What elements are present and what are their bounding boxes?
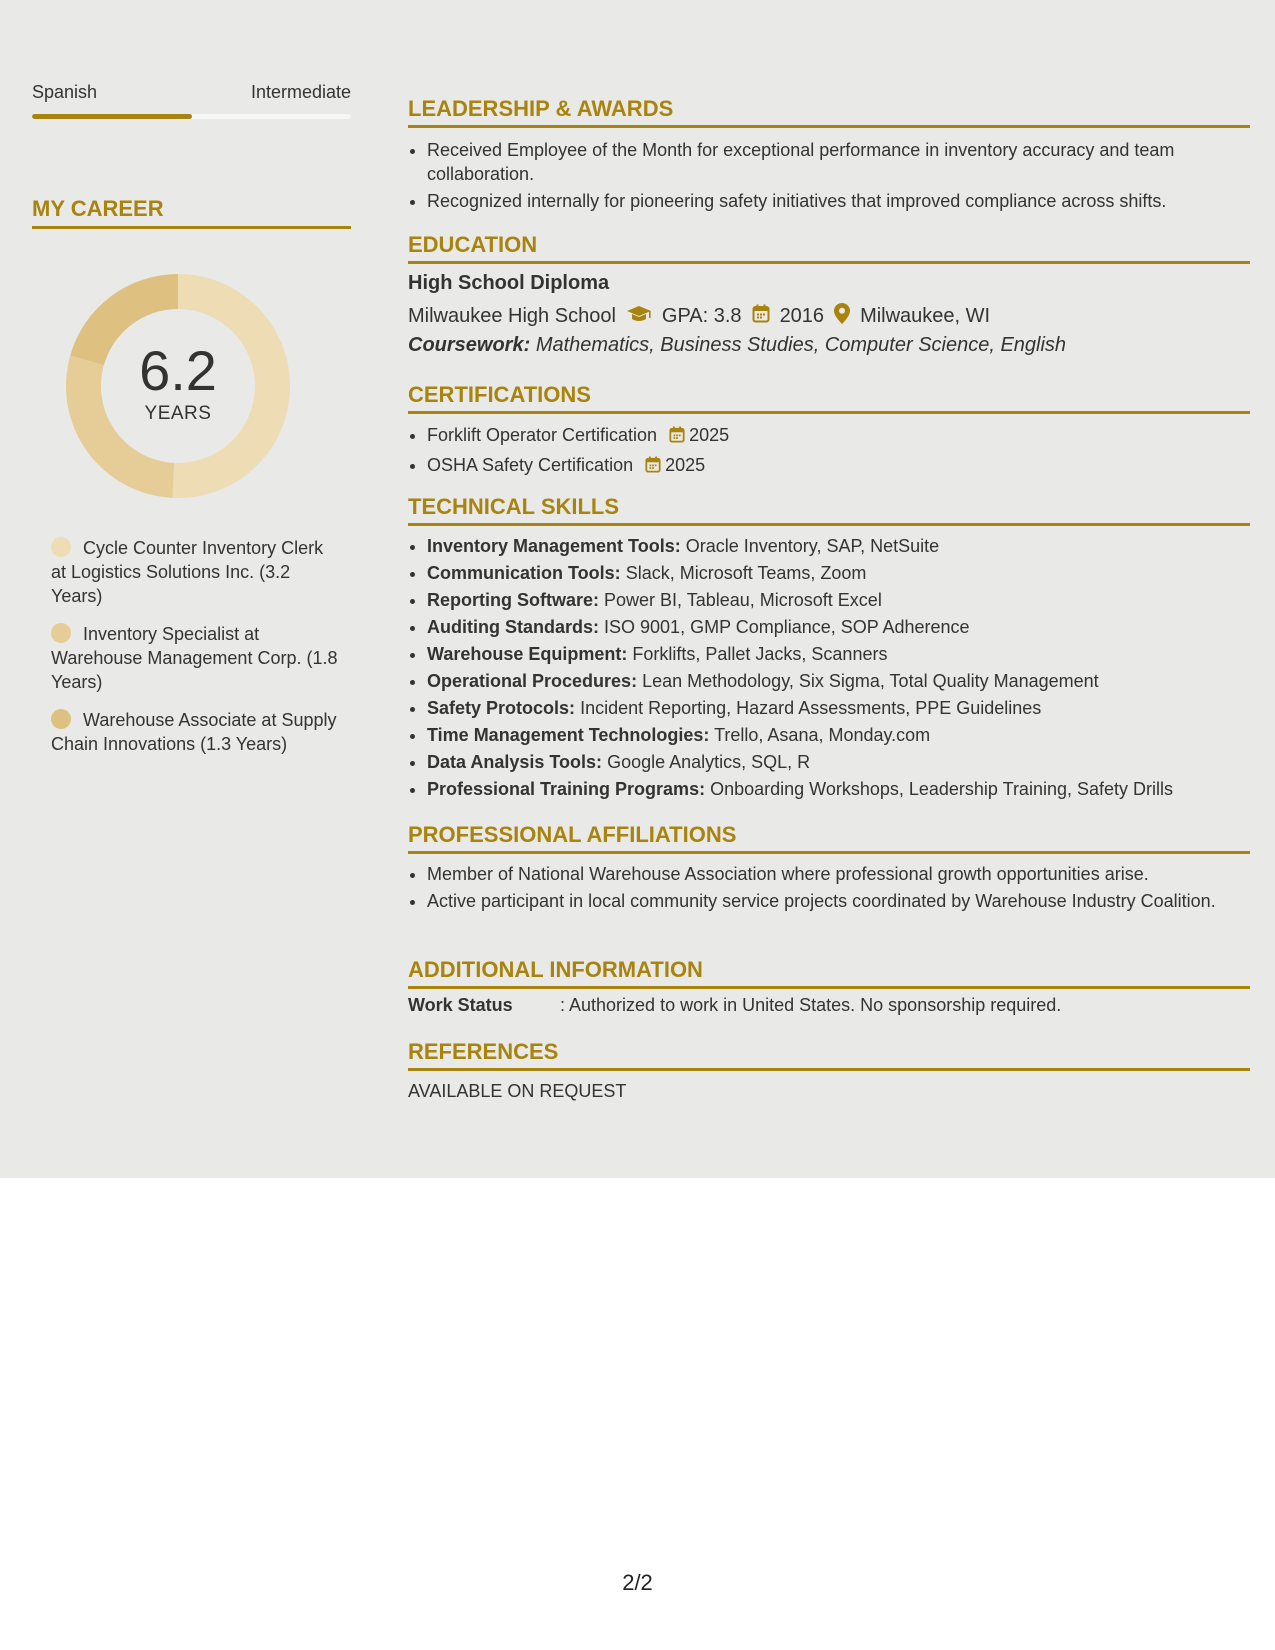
education-year: 2016 (779, 305, 825, 327)
list-item (427, 423, 1269, 449)
skill-label: Operational Procedures: (427, 671, 638, 691)
skill-item (427, 750, 1269, 774)
skill-item (427, 561, 1269, 585)
skill-value: Trello, Asana, Monday.com (714, 725, 931, 745)
career-legend-label: Warehouse Associate at Supply Chain Innovations (1.3 Years) (51, 710, 337, 754)
education-details (408, 303, 990, 330)
language-level: Intermediate (250, 82, 351, 102)
skill-value: Incident Reporting, Hazard Assessments, PPE Guidelines (580, 698, 1042, 718)
education-coursework (408, 334, 1066, 357)
skill-value: Lean Methodology, Six Sigma, Total Quality Management (642, 671, 1099, 691)
certifications-heading: CERTIFICATIONS (408, 382, 1250, 414)
skill-label: Reporting Software: (427, 590, 600, 610)
work-status-label: Work Status (408, 995, 513, 1015)
skill-item (427, 588, 1269, 612)
skill-value: Google Analytics, SQL, R (607, 752, 811, 772)
list-item (427, 453, 1269, 479)
work-status-value: : Authorized to work in United States. No sponsorship required. (560, 995, 1062, 1015)
technical-skills-heading: TECHNICAL SKILLS (408, 494, 1250, 526)
certification-name: Forklift Operator Certification (427, 425, 658, 445)
page-number: 2/2 (622, 1570, 653, 1595)
career-donut-chart (66, 274, 290, 498)
career-total-unit: YEARS (144, 403, 212, 424)
calendar-icon (752, 304, 770, 329)
coursework-label: Coursework: (408, 334, 531, 356)
references-heading: REFERENCES (408, 1039, 1250, 1071)
career-legend (51, 536, 341, 770)
education-gpa: GPA: 3.8 (661, 305, 742, 327)
list-item: • Recognized internally for pioneering safety initiatives that improved compliance across shifts. (427, 189, 1269, 213)
skill-value: Slack, Microsoft Teams, Zoom (625, 563, 867, 583)
education-degree: High School Diploma (408, 272, 610, 294)
legend-dot-icon (51, 623, 71, 643)
calendar-icon (669, 425, 685, 449)
language-name: Spanish (32, 82, 98, 102)
career-legend-label: Inventory Specialist at Warehouse Management Corp. (1.8 Years) (51, 624, 338, 692)
skill-item (427, 534, 1269, 558)
work-status-row (408, 995, 1061, 1016)
language-proficiency-bar (32, 114, 351, 119)
affiliations-heading: PROFESSIONAL AFFILIATIONS (408, 822, 1250, 854)
additional-info-heading: ADDITIONAL INFORMATION (408, 957, 1250, 989)
skill-item (427, 642, 1269, 666)
legend-dot-icon (51, 537, 71, 557)
graduation-cap-icon (626, 305, 652, 329)
calendar-icon (645, 455, 661, 479)
skill-label: Communication Tools: (427, 563, 621, 583)
leadership-heading: LEADERSHIP & AWARDS (408, 96, 1250, 128)
donut-center (66, 274, 290, 498)
skill-value: Onboarding Workshops, Leadership Training, Safety Drills (710, 779, 1173, 799)
skill-label: Auditing Standards: (427, 617, 599, 637)
skill-label: Professional Training Programs: (427, 779, 706, 799)
skill-label: Inventory Management Tools: (427, 536, 681, 556)
technical-skills-list (408, 534, 1269, 804)
coursework-value: Mathematics, Business Studies, Computer Science, English (535, 334, 1067, 356)
language-row (32, 82, 351, 103)
list-item: • Member of National Warehouse Association where professional growth opportunities arise. (427, 862, 1269, 886)
career-legend-item (51, 536, 341, 608)
certification-year: 2025 (689, 425, 730, 445)
legend-dot-icon (51, 709, 71, 729)
skill-item (427, 777, 1269, 801)
references-text: AVAILABLE ON REQUEST (408, 1081, 627, 1101)
skill-item (427, 669, 1269, 693)
skill-label: Safety Protocols: (427, 698, 576, 718)
career-legend-item (51, 708, 341, 756)
skill-value: Power BI, Tableau, Microsoft Excel (604, 590, 882, 610)
education-heading: EDUCATION (408, 232, 1250, 264)
skill-value: Forklifts, Pallet Jacks, Scanners (632, 644, 888, 664)
affiliations-list (408, 862, 1269, 916)
skill-label: Data Analysis Tools: (427, 752, 603, 772)
career-heading: MY CAREER (32, 196, 351, 229)
career-legend-label: Cycle Counter Inventory Clerk at Logistics Solutions Inc. (3.2 Years) (51, 538, 324, 606)
education-location: Milwaukee, WI (860, 305, 991, 327)
skill-label: Time Management Technologies: (427, 725, 710, 745)
education-school: Milwaukee High School (408, 305, 616, 327)
career-legend-item (51, 622, 341, 694)
skill-value: ISO 9001, GMP Compliance, SOP Adherence (604, 617, 970, 637)
skill-value: Oracle Inventory, SAP, NetSuite (685, 536, 940, 556)
skill-label: Warehouse Equipment: (427, 644, 628, 664)
career-total-value: 6.2 (139, 339, 217, 402)
certifications-list (408, 423, 1269, 482)
list-item: • Received Employee of the Month for exceptional performance in inventory accuracy and team collaboration. (427, 138, 1269, 186)
language-proficiency-fill (32, 114, 192, 119)
certification-year: 2025 (665, 455, 706, 475)
leadership-list (408, 138, 1269, 216)
list-item: • Active participant in local community service projects coordinated by Warehouse Industry Coalition. (427, 889, 1269, 913)
skill-item (427, 723, 1269, 747)
location-pin-icon (834, 303, 850, 330)
certification-name: OSHA Safety Certification (427, 455, 634, 475)
skill-item (427, 615, 1269, 639)
skill-item (427, 696, 1269, 720)
